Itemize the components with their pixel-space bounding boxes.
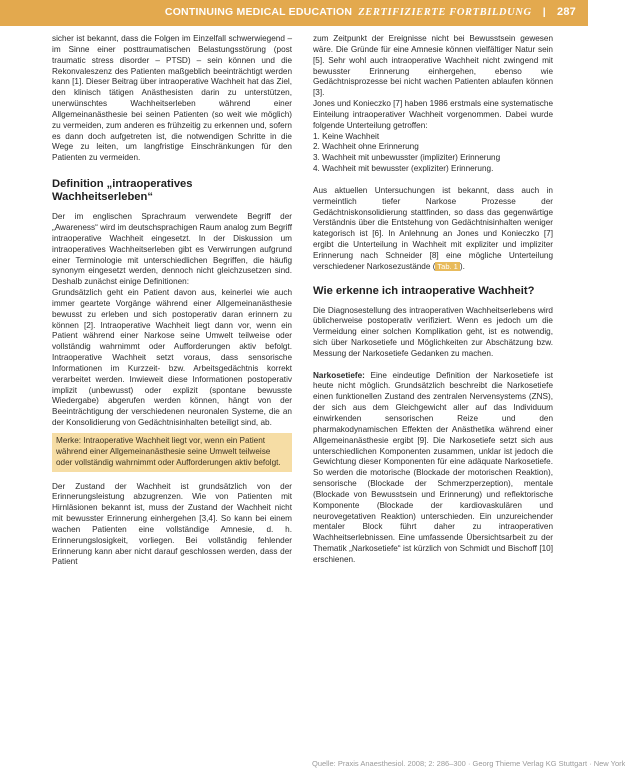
list-item: 1. Keine Wachheit xyxy=(313,131,380,141)
page-number: 287 xyxy=(557,6,576,18)
recognition-heading: Wie erkenne ich intraoperative Wachheit? xyxy=(313,284,535,297)
right-column xyxy=(313,34,553,566)
definition-paragraph-3: Der Zustand der Wachheit ist grundsätzlich von der Erinnerungsleistung abzugrenzen. Wie von Patienten mit Hirnläsionen bekannt ist, muss der Zustand der Wachheit nicht mit bewusster Erinnerung einhergehen [3,4]. So kann bei einem wachen Patienten eine vollständige Amnesie, d. h. Erinnerungslosigkeit, vorliegen. Bei vollständig fehlender Erinnerung kann aber nicht darauf geschlossen werden, dass der Patient xyxy=(52,481,292,567)
research-text-end: ). xyxy=(459,261,465,271)
definition-paragraph-2: Grundsätzlich geht ein Patient davon aus, keinerlei wie auch immer geartete Vorgänge während einer Allgemeinanästhesie bewusst zu erleben und sich postoperativ daran erinnern zu können [2]. Intraoperative Wachheit liegt dann vor, wenn ein Patient während einer Narkose seine Umwelt teilweise oder vollständig wahrnimmt oder Aufforderungen aktiv befolgt. Intraoperative Wachheit setzt voraus, dass sensorische Informationen im Kurzzeit- bzw. Arbeitsgedächtnis korrekt verarbeitet werden. Inwieweit diese Informationen postoperativ implizit (unbewusst) oder explizit (spontane bewusste Wiedergabe) abgerufen werden können, hängt von der Beeinträchtigung der verschiedenen neuronalen Systeme, die an der Konsolidierung von Gedächtnisinhalten beteiligt sind, ab. xyxy=(52,288,292,428)
research-text: Aus aktuellen Untersuchungen ist bekannt, dass auch in vermeintlich tiefer Narkose Prozesse der Gedächtniskonsolidierung stattfinden, so dass das gegenwärtige Verständnis über die Entstehung von Gedächtnisinhalten weniger kategorisch ist [6]. In Anlehnung an Jones und Konieczko [7] ergibt die Unterteilung in Wachheit mit expliziter und impliziter Erinnerung nach Schneider [8] eine mögliche Unterteilung verschiedener Narkosezustände ( xyxy=(313,185,553,271)
intro-paragraph: sicher ist bekannt, dass die Folgen im Einzelfall schwerwiegend – im Sinne einer posttraumatischen Belastungsstörung (post traumatic stress disorder – PTSD) – sein können und die Rekonvaleszenz des Patienten maßgeblich beeinträchtigt werden kann [1]. Dieser Beitrag über intraoperative Wachheit hat das Ziel, den klinisch tätigen Anästhesisten darin zu unterstützen, unerwünschtes Wachheitserleben während einer Allgemeinanästhesie bei seinen Patienten (so weit wie möglich) zu vermeiden, zum anderen es frühzeitig zu erkennen und, sofern es dann doch aufgetreten ist, die notwendigen Schritte in die Wege zu leiten, um langfristige Einschränkungen für den Patienten zu vermeiden. xyxy=(52,34,292,163)
continuation-paragraph: zum Zeitpunkt der Ereignisse nicht bei Bewusstsein gewesen wäre. Die Gründe für eine Amnesie können vielfältiger Natur sein [5]. Sehr wohl auch intraoperative Wachheit nicht zwingend mit bewusster Erinnerung einhergehen, ebenso wie Gedächtnisprozesse bei nicht wachen Patienten ablaufen können [3]. xyxy=(313,34,553,98)
merke-box: Merke: Intraoperative Wachheit liegt vor, wenn ein Patient während einer Allgemeinanästhesie seine Umwelt teilweise oder vollständig wahrnimmt oder Aufforderungen aktiv befolgt. xyxy=(52,433,292,472)
definition-heading: Definition „intraoperatives Wachheitserleben“ xyxy=(52,178,193,204)
cme-label: CONTINUING MEDICAL EDUCATION xyxy=(164,6,353,18)
narkosetiefe-paragraph xyxy=(313,371,553,566)
narkosetiefe-label: Narkosetiefe: xyxy=(313,370,365,380)
classification-list xyxy=(313,132,553,175)
left-column xyxy=(52,34,292,568)
running-header xyxy=(165,6,576,18)
diagnosis-paragraph: Die Diagnosestellung des intraoperativen Wachheitserlebens wird üblicherweise postoperativ verifiziert. Wenn es jedoch um die Vermeidung einer solchen Komplikation geht, ist es notwendig, sich über Narkosetiefe und Möglichkeiten zur Abschätzung bzw. Messung der Narkosetiefe Gedanken zu machen. xyxy=(313,305,553,358)
current-research-paragraph xyxy=(313,186,553,273)
narkosetiefe-text: Eine eindeutige Definition der Narkosetiefe ist heute nicht möglich. Grundsätzlich beschreibt die Narkosetiefe einen funktionellen Zustand des zentralen Nervensystems (ZNS), der sich aus dem Gleichgewicht aller auf das Individuum einwirkenden sensorischen Reize und den pharmakodynamischen Effekten der Anästhetika während einer Allgemeinanästhesie ergibt [9]. Die Narkosetiefe setzt sich aus unterschiedlichen Komponenten zusammen, unklar ist jedoch die Gewichtung dieser Komponenten für eine adäquate Narkosetiefe. So werden die motorische (Blockade der motorischen Reaktion), sensorische (Blockade der Schmerzperzeption), mentale (Blockade von Bewusstsein und Erinnerung) und reflektorische Komponente (Blockade der kardiovaskulären und neurovegetativen Reaktion) unterschieden. Ein unzureichender mentaler Block führt daher zu intraoperativen Wachheitserlebnissen. Eine umfassende Übersichtsarbeit zu der Thematik „Narkosetiefe“ ist kürzlich von Schmidt und Bischoff [10] erschienen. xyxy=(313,370,553,564)
zf-label: ZERTIFIZIERTE FORTBILDUNG xyxy=(358,7,532,18)
table-reference-link[interactable]: Tab. 1 xyxy=(437,261,458,271)
header-separator: | xyxy=(542,6,546,18)
page-header xyxy=(0,0,588,26)
jones-paragraph: Jones und Konieczko [7] haben 1986 erstmals eine systematische Einteilung intraoperativer Wachheit vorgenommen. Dabei wurde folgende Unterteilung getroffen: xyxy=(313,99,553,130)
definition-paragraph-1: Der im englischen Sprachraum verwendete Begriff der „Awareness“ wird im deutschsprachigen Raum analog zum Begriff intraoperative Wachheit eingesetzt. In der Diskussion um intraoperatives Wachheitserleben gibt es Verwirrungen aufgrund einer Terminologie mit unterschiedlichen Begriffen, die häufig synonym eingesetzt werden, dennoch nicht gleichzusetzen sind. Deshalb zunächst einige Definitionen: xyxy=(52,212,292,287)
page-footer: Quelle: Praxis Anaesthesiol. 2008; 2: 286–300 · Georg Thieme Verlag KG Stuttgart · New York xyxy=(312,759,625,768)
list-item: 3. Wachheit mit unbewusster (impliziter) Erinnerung xyxy=(313,153,501,163)
list-item: 2. Wachheit ohne Erinnerung xyxy=(313,142,419,152)
list-item: 4. Wachheit mit bewusster (expliziter) Erinnerung. xyxy=(313,164,494,174)
